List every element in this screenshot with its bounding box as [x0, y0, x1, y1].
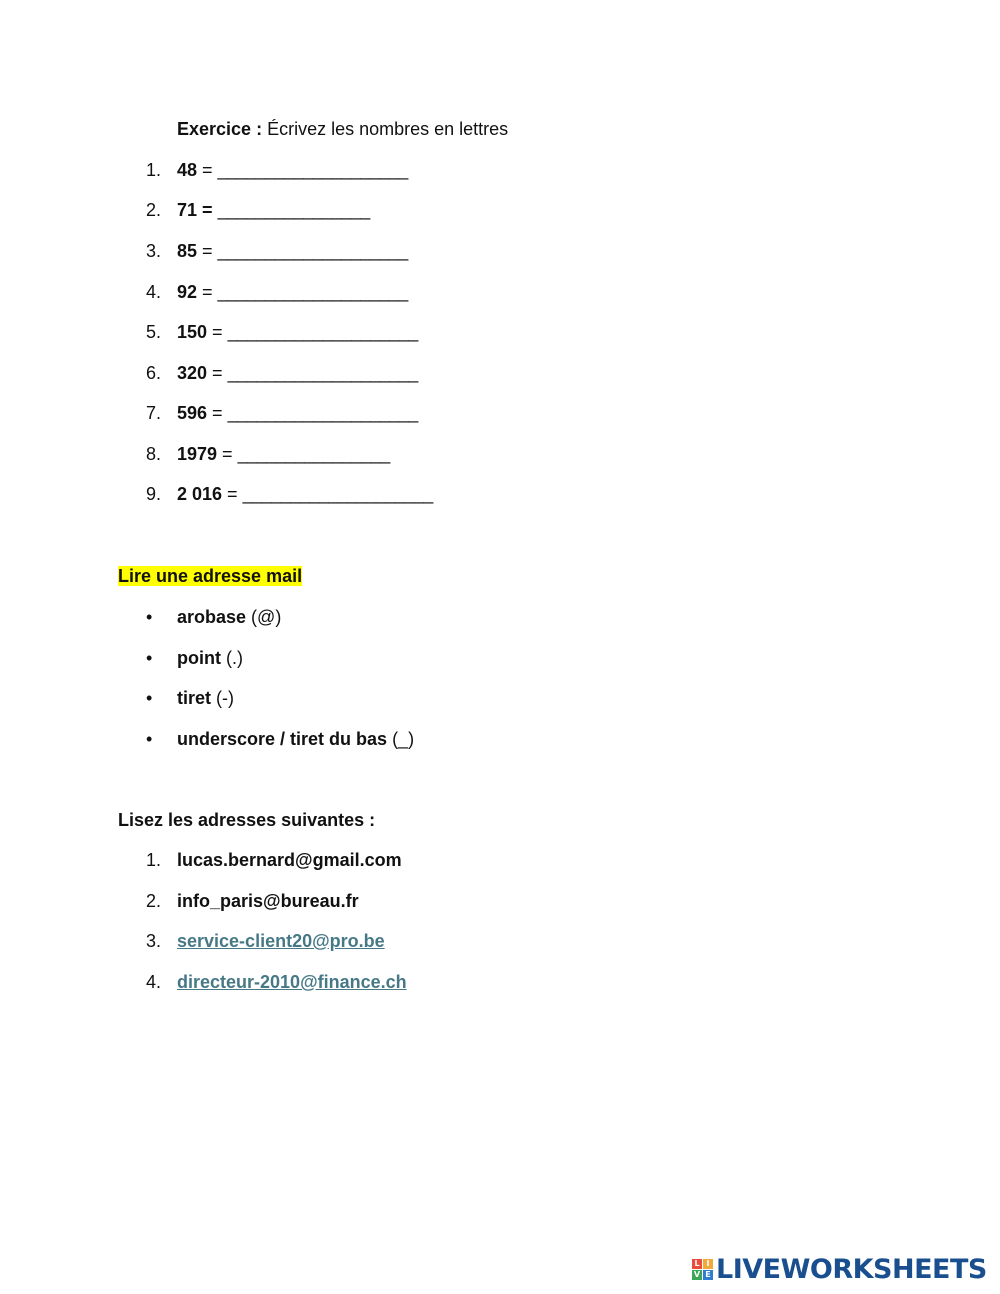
- logo-tile: E: [703, 1270, 713, 1280]
- list-marker: 5.: [146, 322, 162, 342]
- number-value: 2 016: [177, 484, 223, 504]
- list-marker: 3.: [146, 931, 162, 951]
- bullet-icon: •: [146, 607, 153, 627]
- number-value: 85: [177, 241, 198, 261]
- list-marker: 7.: [146, 403, 162, 423]
- number-value: 596: [177, 403, 208, 423]
- symbol-char: (@): [246, 607, 282, 627]
- answer-blank[interactable]: ____________________: [217, 241, 408, 261]
- email-section-title: [118, 565, 302, 587]
- addresses-title-text: Lisez les adresses suivantes :: [118, 810, 376, 830]
- list-marker: 4.: [146, 972, 162, 992]
- email-address: lucas.bernard@gmail.com: [177, 850, 402, 870]
- exercise-heading: [177, 118, 508, 140]
- list-marker: 3.: [146, 241, 162, 261]
- email-address: info_paris@bureau.fr: [177, 891, 359, 911]
- bullet-icon: •: [146, 648, 153, 668]
- number-value: 320: [177, 363, 208, 383]
- number-value: 48: [177, 160, 198, 180]
- exercise-instruction: Écrivez les nombres en lettres: [262, 119, 509, 139]
- equals-sign: =: [197, 160, 218, 180]
- answer-blank[interactable]: ____________________: [227, 363, 418, 383]
- answer-blank[interactable]: ____________________: [227, 322, 418, 342]
- list-marker: 2.: [146, 200, 162, 220]
- list-marker: 6.: [146, 363, 162, 383]
- equals-sign: =: [197, 282, 218, 302]
- email-link[interactable]: service-client20@pro.be: [177, 931, 385, 951]
- symbol-term: arobase: [177, 607, 247, 627]
- answer-blank[interactable]: ____________________: [242, 484, 433, 504]
- answer-blank[interactable]: ________________: [237, 444, 390, 464]
- symbol-char: (-): [211, 688, 234, 708]
- equals-sign: =: [207, 322, 228, 342]
- symbol-term: underscore / tiret du bas: [177, 729, 388, 749]
- symbol-term: tiret: [177, 688, 212, 708]
- equals-sign: =: [207, 363, 228, 383]
- highlighted-title: Lire une adresse mail: [118, 566, 303, 586]
- addresses-title: [118, 809, 375, 831]
- bullet-icon: •: [146, 688, 153, 708]
- exercise-label: Exercice :: [177, 119, 263, 139]
- number-value: 150: [177, 322, 208, 342]
- number-value: 92: [177, 282, 198, 302]
- equals-sign: =: [217, 444, 238, 464]
- number-value: 71 =: [177, 200, 213, 220]
- logo-text: LIVEWORKSHEETS: [716, 1253, 987, 1285]
- list-marker: 1.: [146, 850, 162, 870]
- equals-sign: =: [222, 484, 243, 504]
- liveworksheets-logo: [692, 1254, 987, 1284]
- symbol-char: (_): [387, 729, 415, 749]
- answer-blank[interactable]: ____________________: [227, 403, 418, 423]
- list-marker: 4.: [146, 282, 162, 302]
- answer-blank[interactable]: ____________________: [217, 160, 408, 180]
- logo-tile: I: [703, 1259, 713, 1269]
- list-marker: 8.: [146, 444, 162, 464]
- logo-tile: V: [693, 1269, 701, 1279]
- logo-tile: L: [692, 1259, 702, 1269]
- list-marker: 1.: [146, 160, 162, 180]
- number-value: 1979: [177, 444, 218, 464]
- list-marker: 2.: [146, 891, 162, 911]
- email-link[interactable]: directeur-2010@finance.ch: [177, 972, 407, 992]
- answer-blank[interactable]: ____________________: [217, 282, 408, 302]
- equals-sign: =: [207, 403, 228, 423]
- list-marker: 9.: [146, 484, 162, 504]
- logo-icon: [692, 1259, 713, 1280]
- symbol-term: point: [177, 648, 221, 668]
- symbol-char: (.): [220, 648, 243, 668]
- equals-sign: =: [197, 241, 218, 261]
- answer-blank[interactable]: ________________: [217, 200, 370, 220]
- bullet-icon: •: [146, 729, 153, 749]
